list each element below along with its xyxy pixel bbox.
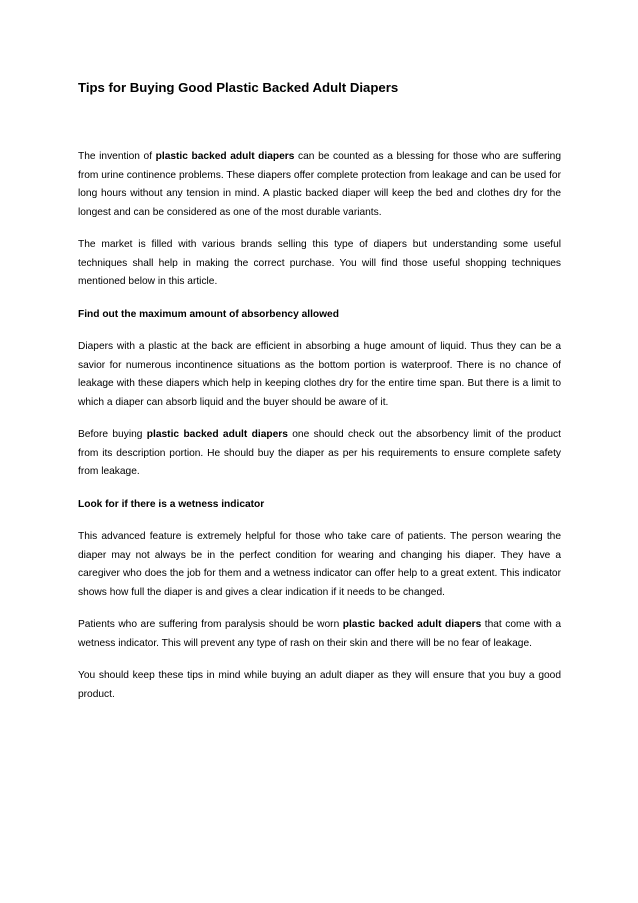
paragraph-paralysis [78, 616, 561, 653]
paragraph-absorbency: Diapers with a plastic at the back are efficient in absorbing a huge amount of liquid. Thus they can be a savior for numerous incontinence situations as the bottom portion is waterproof. There is no chance of leakage with these diapers which help in keeping clothes dry for the entire time span. But there is a limit to which a diaper can absorb liquid and the buyer should be aware of it. [78, 341, 561, 408]
section-heading-wetness: Look for if there is a wetness indicator [78, 498, 265, 510]
keyword-bold: plastic backed adult diapers [342, 619, 482, 630]
keyword-bold: plastic backed adult diapers [146, 429, 288, 440]
paragraph-wetness: This advanced feature is extremely helpful for those who take care of patients. The person wearing the diaper may not always be in the perfect condition for wearing and changing his diaper. They have a caregiver who does the job for them and a wetness indicator can offer help to a great extent. This indicator shows how full the diaper is and gives a clear indication if it needs to be changed. [78, 531, 561, 598]
paragraph-text: one should check out the absorbency limit of the product from its description portion. He should buy the diaper as per his requirements to ensure complete safety from leakage. [78, 429, 561, 477]
paragraph-text: Before buying [78, 429, 147, 440]
paragraph-text: can be counted as a blessing for those who are suffering from urine continence problems. These diapers offer complete protection from leakage and can be used for long hours without any tension in mind. A plastic backed diaper will keep the bed and clothes dry for the longest and can be considered as one of the most durable variants. [78, 151, 562, 218]
document-body [78, 148, 561, 718]
paragraph-intro [78, 148, 561, 222]
paragraph-market: The market is filled with various brands selling this type of diapers but understanding some useful techniques shall help in making the correct purchase. You will find those useful shopping techniques mentioned below in this article. [78, 239, 561, 287]
paragraph-conclusion: You should keep these tips in mind while buying an adult diaper as they will ensure that you buy a good product. [78, 670, 561, 700]
section-heading-absorbency: Find out the maximum amount of absorbency allowed [78, 308, 339, 320]
page-title: Tips for Buying Good Plastic Backed Adult Diapers [78, 80, 399, 95]
paragraph-text: that come with a wetness indicator. This will prevent any type of rash on their skin and there will be no fear of leakage. [78, 619, 561, 649]
paragraph-text: The invention of [78, 151, 156, 162]
keyword-bold: plastic backed adult diapers [155, 151, 295, 162]
paragraph-text: Patients who are suffering from paralysis should be worn [78, 619, 343, 630]
paragraph-before-buying [78, 426, 561, 482]
